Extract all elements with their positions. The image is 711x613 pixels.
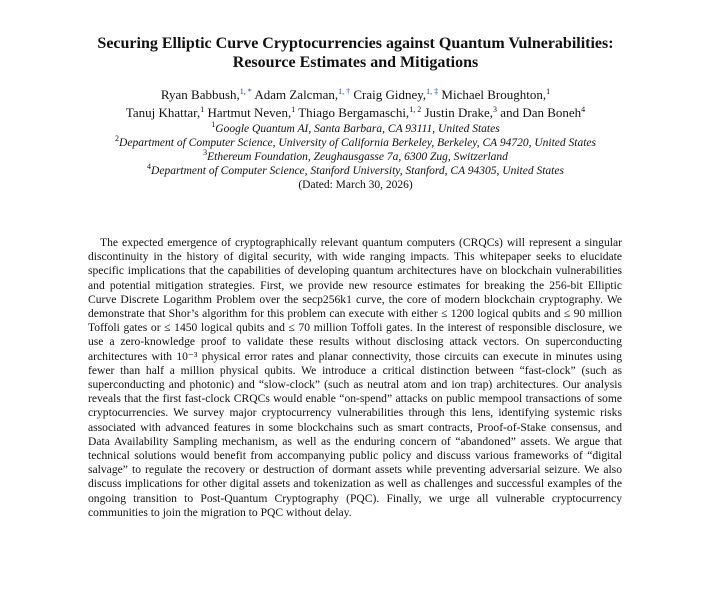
author-name: Adam Zalcman, — [254, 87, 339, 102]
author-name: Michael Broughton, — [441, 87, 547, 102]
author-line-2 — [40, 104, 671, 122]
affiliation-3 — [20, 150, 691, 165]
author-name: Hartmut Neven, — [207, 105, 292, 120]
abstract-text: The expected emergence of cryptographically relevant quantum computers (CRQCs) will represent a singular discontinuity in the history of digital security, with wide ranging impacts. This whitepaper seeks to elucidate specific implications that the capabilities of developing quantum architectures have on blockchain vulnerabilities and potential mitigation strategies. First, we provide new resource estimates for breaking the 256-bit Elliptic Curve Discrete Logarithm Problem over the secp256k1 curve, the core of modern blockchain cryptography. We demonstrate that Shor’s algorithm for this problem can execute with either ≤ 1200 logical qubits and ≤ 90 million Toffoli gates or ≤ 1450 logical qubits and ≤ 70 million Toffoli gates. In the interest of responsible disclosure, we use a zero-knowledge proof to validate these results without disclosing attack vectors. On superconducting architectures with 10⁻³ physical error rates and planar connectivity, those circuits can execute in minutes using fewer than half a million physical qubits. We introduce a critical distinction between “fast-clock” (such as superconducting and photonic) and “slow-clock” (such as neutral atom and ion trap) architectures. Our analysis reveals that the first fast-clock CRQCs would enable “on-spend” attacks on public mempool transactions of some cryptocurrencies. We survey major cryptocurrency vulnerabilities through this lens, identifying systemic risks associated with advanced features in some blockchains such as smart contracts, Proof-of-Stake consensus, and Data Availability Sampling mechanism, as well as the enduring concern of “abandoned” assets. We argue that technical solutions would benefit from accompanying public policy and discuss various frameworks of “digital salvage” to regulate the recovery or destruction of dormant assets while preventing adversarial seizure. We also discuss implications for other digital assets and tokenization as well as challenges and successful examples of the ongoing transition to Post-Quantum Cryptography (PQC). Finally, we urge all vulnerable cryptocurrency communities to join the migration to PQC without delay. — [88, 236, 622, 519]
dated-line: (Dated: March 30, 2026) — [298, 179, 413, 191]
affiliation-text: Ethereum Foundation, Zeughausgasse 7a, 6300 Zug, Switzerland — [207, 151, 508, 163]
author-affiliation-mark: 1, 2 — [409, 105, 422, 114]
author-affiliation-mark: 4 — [581, 105, 586, 114]
paper-title — [40, 34, 671, 72]
affiliation-1 — [20, 122, 691, 137]
author-affiliation-mark: 1, ‡ — [426, 87, 439, 96]
author-list — [40, 86, 671, 122]
author-affiliation-mark: 3 — [493, 105, 498, 114]
affiliation-mark: 4 — [147, 162, 152, 171]
affiliation-text: Department of Computer Science, University of California Berkeley, Berkeley, CA 94720, United States — [119, 137, 596, 149]
affiliation-4 — [20, 164, 691, 179]
author-affiliation-mark: 1 — [546, 87, 551, 96]
author-name: Thiago Bergamaschi, — [298, 105, 410, 120]
author-name: Ryan Babbush, — [160, 87, 240, 102]
affiliation-text: Department of Computer Science, Stanford University, Stanford, CA 94305, United States — [151, 165, 564, 177]
title-line-1: Securing Elliptic Curve Cryptocurrencies against Quantum Vulnerabilities: — [97, 35, 614, 52]
author-affiliation-mark: 1 — [291, 105, 296, 114]
author-name: Craig Gidney, — [353, 87, 427, 102]
affiliation-mark: 3 — [203, 148, 208, 157]
author-line-1 — [40, 86, 671, 104]
affiliation-2 — [20, 136, 691, 151]
affiliation-mark: 1 — [211, 120, 216, 129]
affiliation-text: Google Quantum AI, Santa Barbara, CA 93111, United States — [215, 123, 500, 135]
author-affiliation-mark: 1, † — [338, 87, 351, 96]
author-name: and Dan Boneh — [500, 105, 582, 120]
author-affiliation-mark: 1, * — [239, 87, 252, 96]
author-affiliation-mark: 1 — [200, 105, 205, 114]
title-line-2: Resource Estimates and Mitigations — [232, 54, 479, 71]
affiliation-mark: 2 — [115, 134, 120, 143]
author-name: Justin Drake, — [424, 105, 494, 120]
abstract — [88, 236, 622, 520]
author-name: Tanuj Khattar, — [125, 105, 201, 120]
